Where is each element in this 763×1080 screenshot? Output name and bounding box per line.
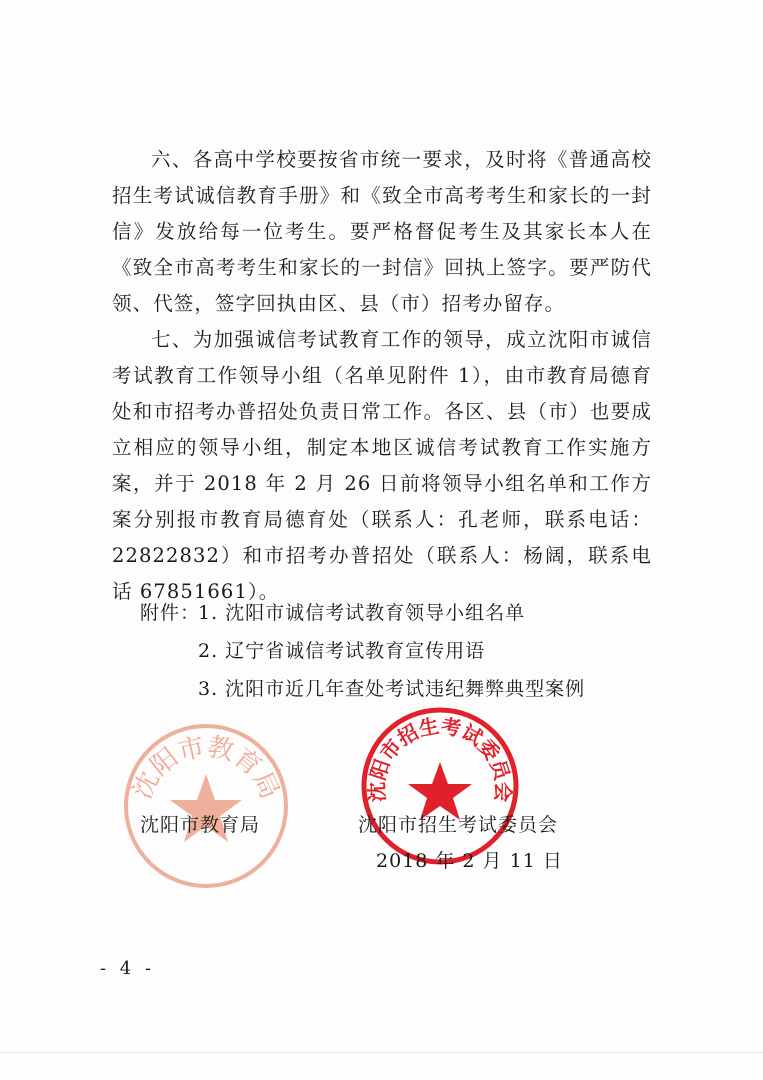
education-bureau-seal [122,722,290,890]
attachment-item-2: 2. 辽宁省诚信考试教育宣传用语 [198,640,486,662]
edu-seal-arc-text: 沈阳市教育局 [127,732,285,804]
scan-edge-line [0,1052,763,1053]
exam-seal-arc-text: 沈阳市招生考试委员会 [364,713,516,803]
attachment-item-1: 1. 沈阳市诚信考试教育领导小组名单 [198,602,526,624]
exam-committee-seal [360,706,520,866]
attachments-label: 附件： [140,602,201,624]
exam-committee-signature: 沈阳市招生考试委员会 [358,814,559,836]
paragraph-six: 六、各高中学校要按省市统一要求，及时将《普通高校招生考试诚信教育手册》和《致全市高考考生和家长的一封信》发放给每一位考生。要严格督促考生及其家长本人在《致全市高考考生和家长的一封信》回执上签字。要严防代领、代签，签字回执由区、县（市）招考办留存。 [112,148,652,315]
attachment-item-3: 3. 沈阳市近几年查处考试违纪舞弊典型案例 [198,678,586,700]
paragraph-seven: 七、为加强诚信考试教育工作的领导，成立沈阳市诚信考试教育工作领导小组（名单见附件 1），由市教育局德育处和市招考办普招处负责日常工作。各区、县（市）也要成立相应的领导小组，制定本地区诚信考试教育工作实施方案，并于 2018 年 2 月 26 日前将领导小组名单和工作方案分别报市教育局德育处（联系人：孔老师，联系电话：22822832）和市招考办普招处（联系人：杨阔，联系电话 67851661）。 [112,328,652,603]
page-number: - 4 - [100,958,156,979]
education-bureau-signature: 沈阳市教育局 [140,814,261,836]
signature-date: 2018 年 2 月 11 日 [376,850,563,872]
